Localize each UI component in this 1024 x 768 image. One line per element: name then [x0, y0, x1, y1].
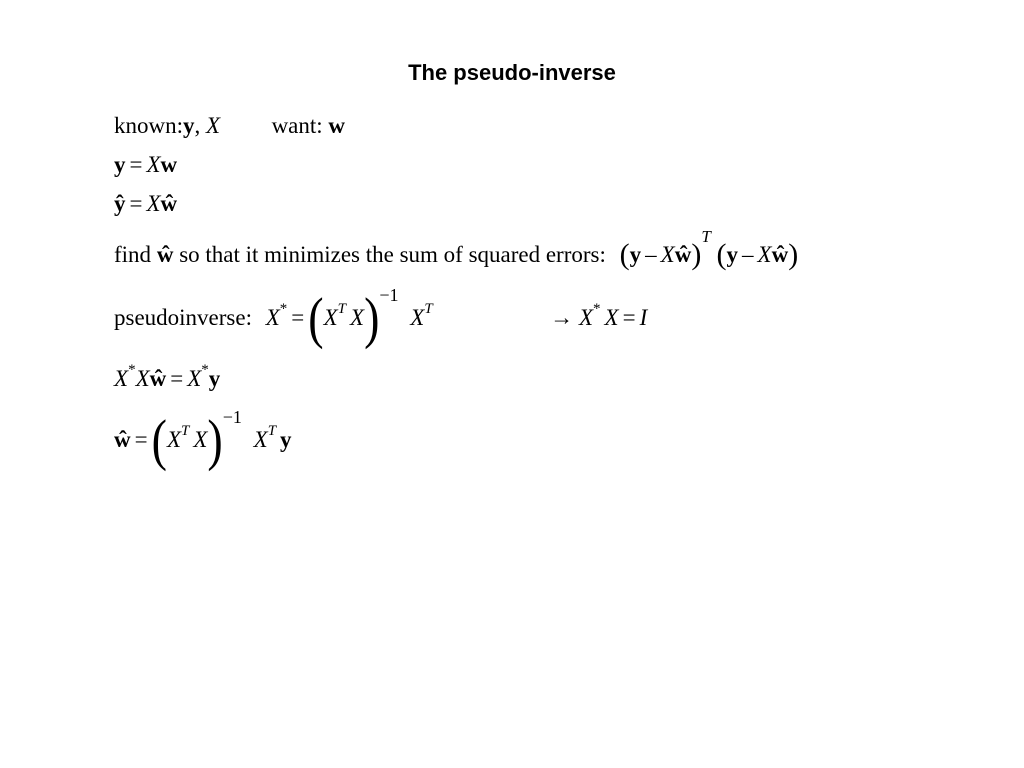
known-X: X	[206, 113, 221, 138]
want-w: w	[328, 113, 346, 138]
X-symbol: X	[323, 305, 338, 330]
X-symbol: X	[253, 427, 268, 452]
X-symbol: X	[187, 366, 202, 391]
transpose-T: T	[337, 301, 346, 317]
pseudoinverse-line	[114, 285, 648, 350]
close-paren: )	[788, 238, 799, 271]
transpose-T: T	[267, 423, 277, 439]
equals: =	[129, 191, 143, 216]
w-symbol: w	[160, 152, 178, 177]
normal-equation-line	[114, 364, 220, 397]
known-label: known:	[114, 113, 183, 138]
slide-title: The pseudo-inverse	[408, 60, 616, 85]
X-symbol: X	[146, 152, 161, 177]
transpose-T: T	[181, 423, 190, 439]
inverse-exponent: −1	[379, 285, 399, 305]
star-superscript: *	[128, 362, 136, 378]
X-symbol: X	[114, 366, 129, 391]
close-big-paren: )	[207, 407, 223, 472]
open-paren: (	[619, 238, 630, 271]
y-symbol: y	[629, 242, 642, 267]
find-word: find	[114, 242, 152, 267]
X-symbol: X	[135, 366, 150, 391]
equals: =	[129, 152, 143, 177]
known-y: y	[183, 113, 195, 138]
want-label: want:	[271, 113, 323, 138]
X-symbol: X	[410, 305, 425, 330]
estimate-equation	[114, 189, 177, 219]
close-big-paren: )	[364, 285, 380, 350]
transpose-T: T	[701, 227, 711, 246]
w-hat-symbol: ŵ	[114, 427, 131, 452]
star-superscript: *	[201, 362, 209, 378]
equals: =	[134, 427, 148, 452]
X-symbol: X	[166, 427, 181, 452]
w-hat-symbol: ŵ	[771, 242, 789, 267]
y-symbol: y	[114, 152, 126, 177]
X-symbol: X	[146, 191, 161, 216]
X-symbol: X	[265, 305, 280, 330]
minus: –	[645, 242, 657, 267]
inverse-exponent: −1	[222, 407, 242, 427]
equals: =	[622, 305, 636, 330]
X-symbol: X	[578, 305, 594, 330]
X-symbol: X	[604, 305, 619, 330]
open-big-paren: (	[151, 407, 167, 472]
equals: =	[291, 305, 305, 330]
objective-line	[114, 227, 799, 272]
w-hat-symbol: ŵ	[160, 191, 178, 216]
pseudoinverse-label: pseudoinverse:	[114, 305, 252, 330]
w-hat-symbol: ŵ	[149, 366, 167, 391]
comma: ,	[194, 113, 201, 138]
close-paren: )	[691, 238, 702, 271]
y-symbol: y	[280, 427, 292, 452]
equals: =	[170, 366, 184, 391]
transpose-T: T	[424, 301, 433, 317]
identity-I: I	[639, 305, 648, 330]
minus: –	[742, 242, 754, 267]
w-hat-symbol: ŵ	[674, 242, 692, 267]
objective-text: so that it minimizes the sum of squared errors:	[179, 242, 606, 267]
X-symbol: X	[660, 242, 675, 267]
star-superscript: *	[593, 301, 601, 317]
X-symbol: X	[757, 242, 772, 267]
model-equation	[114, 150, 177, 180]
open-paren: (	[716, 238, 727, 271]
y-hat-symbol: ŷ	[114, 191, 126, 216]
known-want-line	[114, 111, 345, 141]
solution-line	[114, 407, 292, 472]
w-hat-symbol: ŵ	[156, 242, 174, 267]
y-symbol: y	[208, 366, 221, 391]
open-big-paren: (	[308, 285, 324, 350]
X-symbol: X	[193, 427, 208, 452]
arrow-icon: →	[550, 305, 574, 330]
y-symbol: y	[726, 242, 739, 267]
X-symbol: X	[350, 305, 365, 330]
star-superscript: *	[279, 301, 288, 317]
